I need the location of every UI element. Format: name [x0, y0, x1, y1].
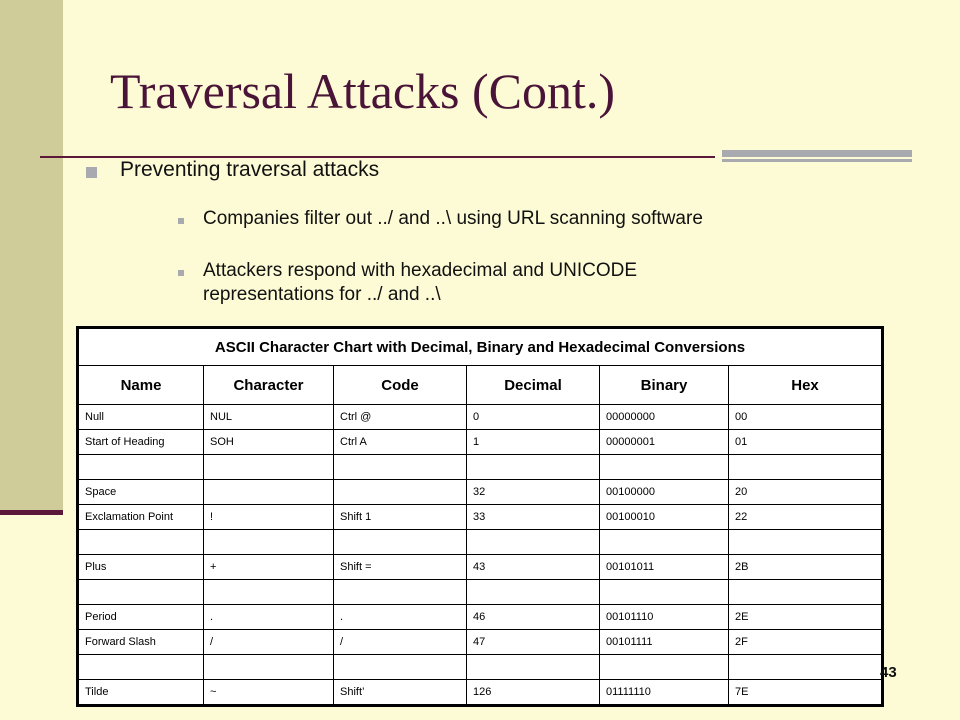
column-header-name: Name: [79, 366, 204, 405]
cell-hex: [729, 530, 882, 555]
table-row: [79, 505, 882, 530]
cell-code: Ctrl @: [334, 405, 467, 430]
square-bullet-icon: [178, 218, 184, 224]
cell-name: [79, 580, 204, 605]
cell-binary: 00101111: [600, 630, 729, 655]
cell-decimal: 32: [467, 480, 600, 505]
cell-binary: 00100000: [600, 480, 729, 505]
cell-name: [79, 530, 204, 555]
cell-decimal: 47: [467, 630, 600, 655]
cell-decimal: [467, 455, 600, 480]
table-row: [79, 430, 882, 455]
cell-decimal: 1: [467, 430, 600, 455]
cell-code: .: [334, 605, 467, 630]
cell-character: [204, 455, 334, 480]
title-rule-accent: [722, 150, 912, 157]
bullet-text-line-1: Attackers respond with hexadecimal and UNICODE: [203, 260, 638, 281]
cell-decimal: [467, 655, 600, 680]
ascii-chart-table: [76, 326, 884, 707]
cell-hex: 00: [729, 405, 882, 430]
cell-hex: [729, 655, 882, 680]
left-decorative-bar: [0, 0, 63, 512]
title-rule-accent-thin: [722, 159, 912, 162]
table-body: [79, 405, 882, 705]
left-bar-underline: [0, 510, 63, 515]
cell-binary: [600, 455, 729, 480]
cell-name: Space: [79, 480, 204, 505]
cell-binary: [600, 530, 729, 555]
cell-name: Tilde: [79, 680, 204, 705]
cell-binary: [600, 655, 729, 680]
cell-binary: 00100010: [600, 505, 729, 530]
cell-code: [334, 455, 467, 480]
page-number: 43: [880, 664, 897, 681]
table-row: [79, 480, 882, 505]
cell-code: [334, 530, 467, 555]
cell-character: [204, 580, 334, 605]
cell-code: Shift 1: [334, 505, 467, 530]
table-row: [79, 605, 882, 630]
cell-code: [334, 580, 467, 605]
cell-hex: 20: [729, 480, 882, 505]
table-caption: ASCII Character Chart with Decimal, Binary and Hexadecimal Conversions: [79, 329, 882, 366]
cell-hex: 2F: [729, 630, 882, 655]
cell-name: Plus: [79, 555, 204, 580]
cell-code: Shift =: [334, 555, 467, 580]
cell-name: Start of Heading: [79, 430, 204, 455]
bullet-text: [203, 259, 637, 307]
cell-name: [79, 455, 204, 480]
cell-character: [204, 480, 334, 505]
cell-decimal: 46: [467, 605, 600, 630]
cell-hex: [729, 455, 882, 480]
table-row: [79, 455, 882, 480]
cell-binary: [600, 580, 729, 605]
cell-code: Shift’: [334, 680, 467, 705]
slide-title: Traversal Attacks (Cont.): [110, 63, 616, 119]
cell-binary: 00000001: [600, 430, 729, 455]
cell-character: ~: [204, 680, 334, 705]
column-header-hex: Hex: [729, 366, 882, 405]
cell-name: Exclamation Point: [79, 505, 204, 530]
table-row: [79, 405, 882, 430]
cell-decimal: 33: [467, 505, 600, 530]
cell-decimal: 126: [467, 680, 600, 705]
table-row: [79, 580, 882, 605]
table-row: [79, 630, 882, 655]
cell-binary: 00000000: [600, 405, 729, 430]
cell-decimal: 0: [467, 405, 600, 430]
cell-code: [334, 655, 467, 680]
table-header-row: [79, 366, 882, 405]
column-header-binary: Binary: [600, 366, 729, 405]
cell-decimal: [467, 530, 600, 555]
cell-binary: 00101011: [600, 555, 729, 580]
cell-name: Null: [79, 405, 204, 430]
cell-character: !: [204, 505, 334, 530]
column-header-code: Code: [334, 366, 467, 405]
table-row: [79, 680, 882, 705]
cell-hex: 22: [729, 505, 882, 530]
table-row: [79, 655, 882, 680]
cell-hex: [729, 580, 882, 605]
bullet-text: Preventing traversal attacks: [120, 158, 380, 181]
cell-hex: 2E: [729, 605, 882, 630]
bullet-text-line-2: representations for ../ and ..\: [203, 284, 441, 305]
cell-code: /: [334, 630, 467, 655]
cell-hex: 01: [729, 430, 882, 455]
cell-character: [204, 530, 334, 555]
cell-character: NUL: [204, 405, 334, 430]
cell-hex: 7E: [729, 680, 882, 705]
column-header-character: Character: [204, 366, 334, 405]
cell-code: [334, 480, 467, 505]
cell-name: Period: [79, 605, 204, 630]
bullet-text: Companies filter out ../ and ..\ using URL scanning software: [203, 208, 703, 229]
cell-binary: 01111110: [600, 680, 729, 705]
cell-decimal: [467, 580, 600, 605]
cell-name: Forward Slash: [79, 630, 204, 655]
cell-character: [204, 655, 334, 680]
cell-character: +: [204, 555, 334, 580]
table-row: [79, 555, 882, 580]
square-bullet-icon: [178, 270, 184, 276]
cell-character: /: [204, 630, 334, 655]
column-header-decimal: Decimal: [467, 366, 600, 405]
cell-code: Ctrl A: [334, 430, 467, 455]
cell-binary: 00101110: [600, 605, 729, 630]
cell-decimal: 43: [467, 555, 600, 580]
square-bullet-icon: [86, 167, 97, 178]
cell-character: .: [204, 605, 334, 630]
table-row: [79, 530, 882, 555]
cell-hex: 2B: [729, 555, 882, 580]
cell-character: SOH: [204, 430, 334, 455]
cell-name: [79, 655, 204, 680]
